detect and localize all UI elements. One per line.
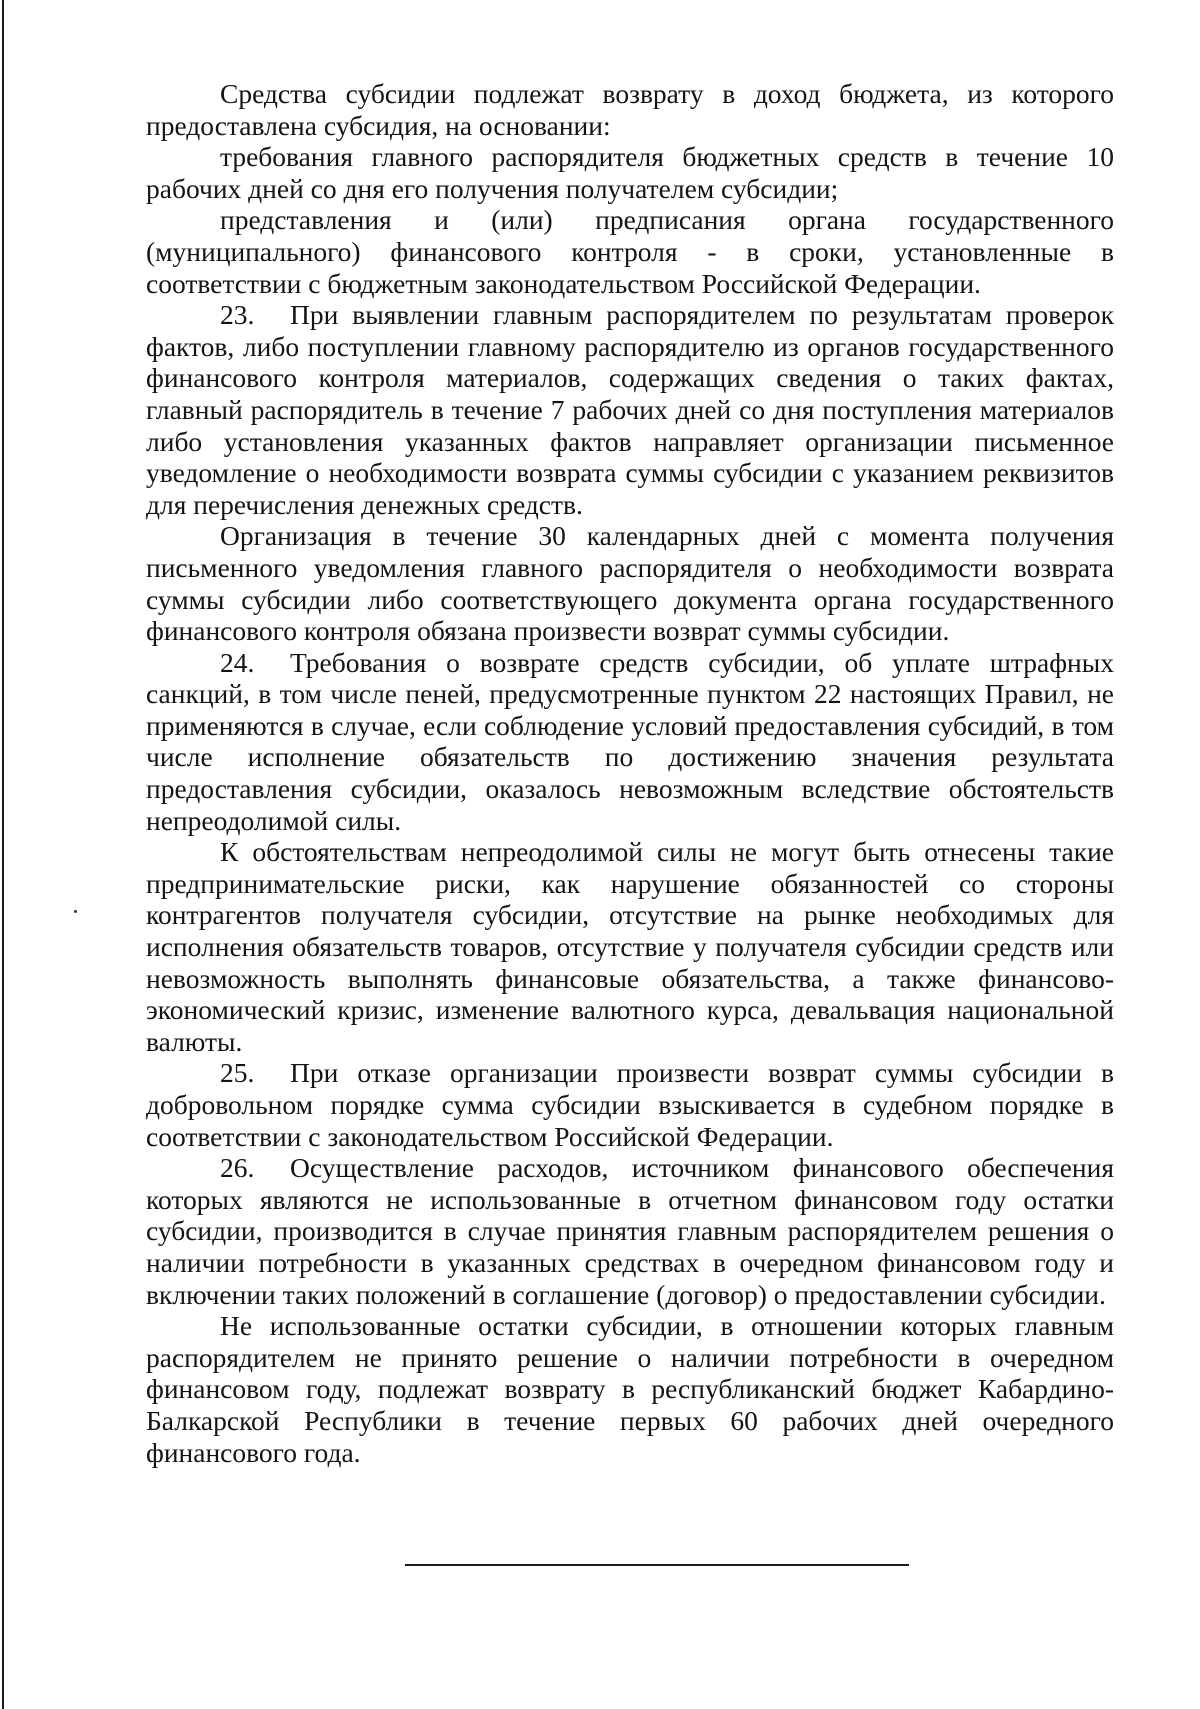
scan-speck bbox=[74, 910, 77, 913]
paragraph-24 bbox=[146, 647, 1114, 837]
paragraph-text: Не использованные остатки субсидии, в отношении которых главным распорядителем не принято решение о наличии потребности в очередном финансовом году, подлежат возврату в республиканский бюджет Кабардино-Балкарской Республики в течение первых 60 рабочих дней очередного финансового года. bbox=[146, 1310, 1114, 1468]
document-body bbox=[146, 78, 1114, 1468]
paragraph-text: Требования о возврате средств субсидии, об уплате штрафных санкций, в том числе пеней, предусмотренные пунктом 22 настоящих Правил, не применяются в случае, если соблюдение условий предоставления субсидий, в том числе исполнение обязательств по достижению значения результата предоставления субсидии, оказалось невозможным вследствие обстоятельств непреодолимой силы. bbox=[146, 646, 1114, 836]
paragraph-23 bbox=[146, 299, 1114, 520]
paragraph-force-majeure bbox=[146, 836, 1114, 1057]
paragraph-25 bbox=[146, 1057, 1114, 1152]
paragraph-number: 25. bbox=[220, 1057, 255, 1089]
paragraph-text: Средства субсидии подлежат возврату в доход бюджета, из которого предоставлена субсидия, на основании: bbox=[146, 78, 1114, 141]
paragraph-organization-refund bbox=[146, 520, 1114, 646]
paragraph-text: При отказе организации произвести возврат суммы субсидии в добровольном порядке сумма субсидии взыскивается в судебном порядке в соответствии с законодательством Российской Федерации. bbox=[146, 1057, 1114, 1152]
paragraph-number: 23. bbox=[220, 299, 255, 331]
paragraph-text: представления и (или) предписания органа государственного (муниципального) финансового контроля - в сроки, установленные в соответствии с бюджетным законодательством Российской Федерации. bbox=[146, 204, 1114, 299]
paragraph-text: Организация в течение 30 календарных дней с момента получения письменного уведомления главного распорядителя о необходимости возврата суммы субсидии либо соответствующего документа органа государственного финансового контроля обязана произвести возврат суммы субсидии. bbox=[146, 520, 1114, 647]
paragraph-text: требования главного распорядителя бюджетных средств в течение 10 рабочих дней со дня его получения получателем субсидии; bbox=[146, 141, 1114, 204]
paragraph-text: При выявлении главным распорядителем по результатам проверок фактов, либо поступлении главному распорядителю из органов государственного финансового контроля материалов, содержащих сведения о таких фактах, главный распорядитель в течение 7 рабочих дней со дня поступления материалов либо установления указанных фактов направляет организации письменное уведомление о необходимости возврата суммы субсидии с указанием реквизитов для перечисления денежных средств. bbox=[146, 299, 1114, 520]
paragraph-text: К обстоятельствам непреодолимой силы не могут быть отнесены такие предпринимательские риски, как нарушение обязанностей со стороны контрагентов получателя субсидии, отсутствие на рынке необходимых для исполнения обязательств товаров, отсутствие у получателя субсидии средств или невозможность выполнять финансовые обязательства, а также финансово-экономический кризис, изменение валютного курса, девальвация национальной валюты. bbox=[146, 836, 1114, 1057]
paragraph-text: Осуществление расходов, источником финансового обеспечения которых являются не использованные в отчетном финансовом году остатки субсидии, производится в случае принятия главным распорядителем решения о наличии потребности в указанных средствах в очередном финансовом году и включении таких положений в соглашение (договор) о предоставлении субсидии. bbox=[146, 1152, 1114, 1310]
paragraph-unused-balances bbox=[146, 1310, 1114, 1468]
paragraph-requirement bbox=[146, 141, 1114, 204]
scan-left-edge bbox=[2, 0, 4, 1709]
paragraph-number: 24. bbox=[220, 646, 255, 678]
paragraph-refund-basis bbox=[146, 78, 1114, 141]
end-of-document-rule bbox=[405, 1564, 909, 1566]
paragraph-number: 26. bbox=[220, 1152, 255, 1184]
paragraph-representation bbox=[146, 204, 1114, 299]
paragraph-26 bbox=[146, 1152, 1114, 1310]
